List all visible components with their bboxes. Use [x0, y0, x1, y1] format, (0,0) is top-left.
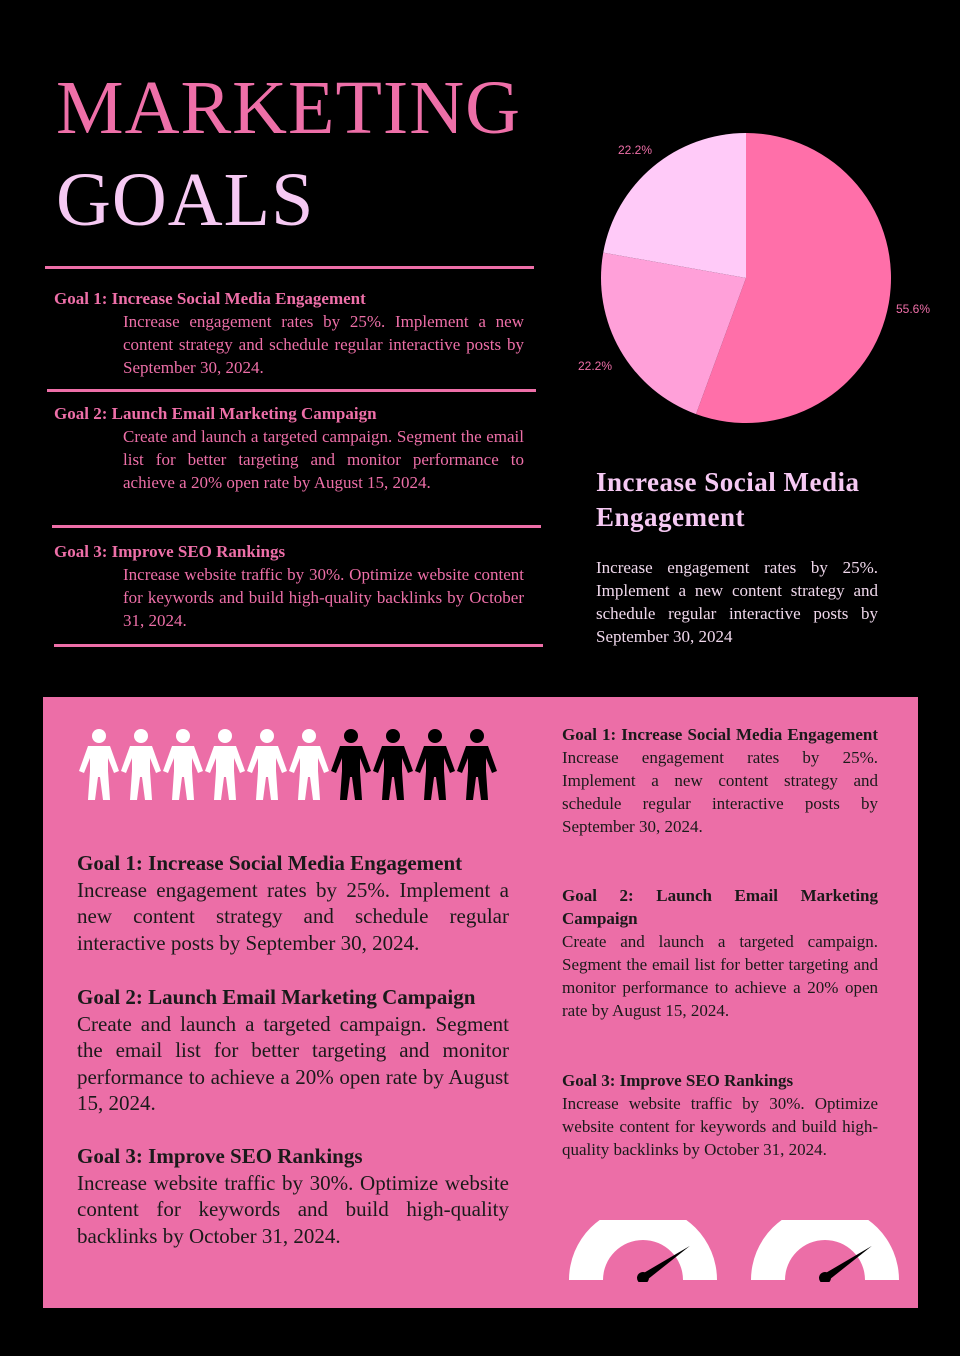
gauge-arc	[751, 1220, 899, 1280]
goal-body: Create and launch a targeted campaign. Segment the email list for better targeting and monitor performance to achieve a 20% open rate by August 15, 2024.	[77, 1011, 509, 1115]
goal-heading: Goal 2: Launch Email Marketing Campaign	[77, 985, 476, 1009]
person-icon	[79, 729, 119, 800]
divider	[52, 525, 541, 528]
divider	[47, 389, 536, 392]
person-icon	[163, 729, 203, 800]
goal-body: Create and launch a targeted campaign. Segment the email list for better targeting and monitor performance to achieve a 20% open rate by August 15, 2024.	[562, 932, 878, 1020]
goal-heading: Goal 2: Launch Email Marketing Campaign	[562, 886, 878, 928]
summary-goal-1	[562, 723, 878, 838]
feature-body: Increase engagement rates by 25%. Implement a new content strategy and schedule regular interactive posts by September 30, 2024	[596, 558, 878, 646]
goal-body: Increase engagement rates by 25%. Implement a new content strategy and schedule regular interactive posts by September 30, 2024.	[123, 312, 524, 377]
person-icon	[205, 729, 245, 800]
person-icon	[415, 729, 455, 800]
goal-body: Increase website traffic by 30%. Optimize website content for keywords and build high-quality backlinks by October 31, 2024.	[123, 565, 524, 630]
panel-goal-3	[77, 1143, 509, 1249]
summary-goal-2	[562, 884, 878, 1022]
gauge-arc	[569, 1220, 717, 1280]
goal-heading: Goal 2: Launch Email Marketing Campaign	[54, 404, 377, 423]
person-icon	[331, 729, 371, 800]
panel-goal-1	[77, 850, 509, 956]
gauge-icon	[567, 1220, 719, 1282]
goal-heading: Goal 3: Improve SEO Rankings	[562, 1071, 794, 1090]
goal-body: Increase engagement rates by 25%. Implement a new content strategy and schedule regular interactive posts by September 30, 2024.	[77, 877, 509, 955]
pie-label-3: 22.2%	[618, 143, 653, 157]
goal-body: Increase engagement rates by 25%. Implement a new content strategy and schedule regular interactive posts by September 30, 2024.	[562, 748, 878, 836]
person-icon	[247, 729, 287, 800]
person-icon	[121, 729, 161, 800]
goal-body: Create and launch a targeted campaign. Segment the email list for better targeting and monitor performance to achieve a 20% open rate by August 15, 2024.	[123, 427, 524, 492]
summary-goal-3	[562, 1069, 878, 1161]
page-title-line-1: MARKETING	[56, 66, 521, 150]
goal-heading: Goal 1: Increase Social Media Engagement	[77, 851, 463, 875]
pie-label-2: 22.2%	[578, 359, 613, 373]
feature-title: Increase Social Media Engagement	[596, 467, 860, 532]
goal-body: Increase website traffic by 30%. Optimize website content for keywords and build high-quality backlinks by October 31, 2024.	[562, 1094, 878, 1159]
pie-chart	[596, 128, 896, 428]
goal-heading: Goal 3: Improve SEO Rankings	[77, 1144, 363, 1168]
gauge-icon	[749, 1220, 901, 1282]
person-icon	[289, 729, 329, 800]
goal-body: Increase website traffic by 30%. Optimize website content for keywords and build high-quality backlinks by October 31, 2024.	[77, 1170, 509, 1248]
goal-3	[54, 540, 524, 632]
people-row	[78, 725, 508, 805]
page-title-line-2: GOALS	[56, 158, 315, 242]
goal-heading: Goal 1: Increase Social Media Engagement	[54, 289, 366, 308]
person-icon	[373, 729, 413, 800]
divider	[54, 644, 543, 647]
divider	[45, 266, 534, 269]
goal-heading: Goal 1: Increase Social Media Engagement	[562, 725, 878, 744]
goal-heading: Goal 3: Improve SEO Rankings	[54, 542, 286, 561]
goal-2	[54, 402, 524, 494]
panel-goal-2	[77, 984, 509, 1117]
pie-label-1: 55.6%	[896, 302, 931, 316]
goal-1	[54, 287, 524, 379]
person-icon	[457, 729, 497, 800]
